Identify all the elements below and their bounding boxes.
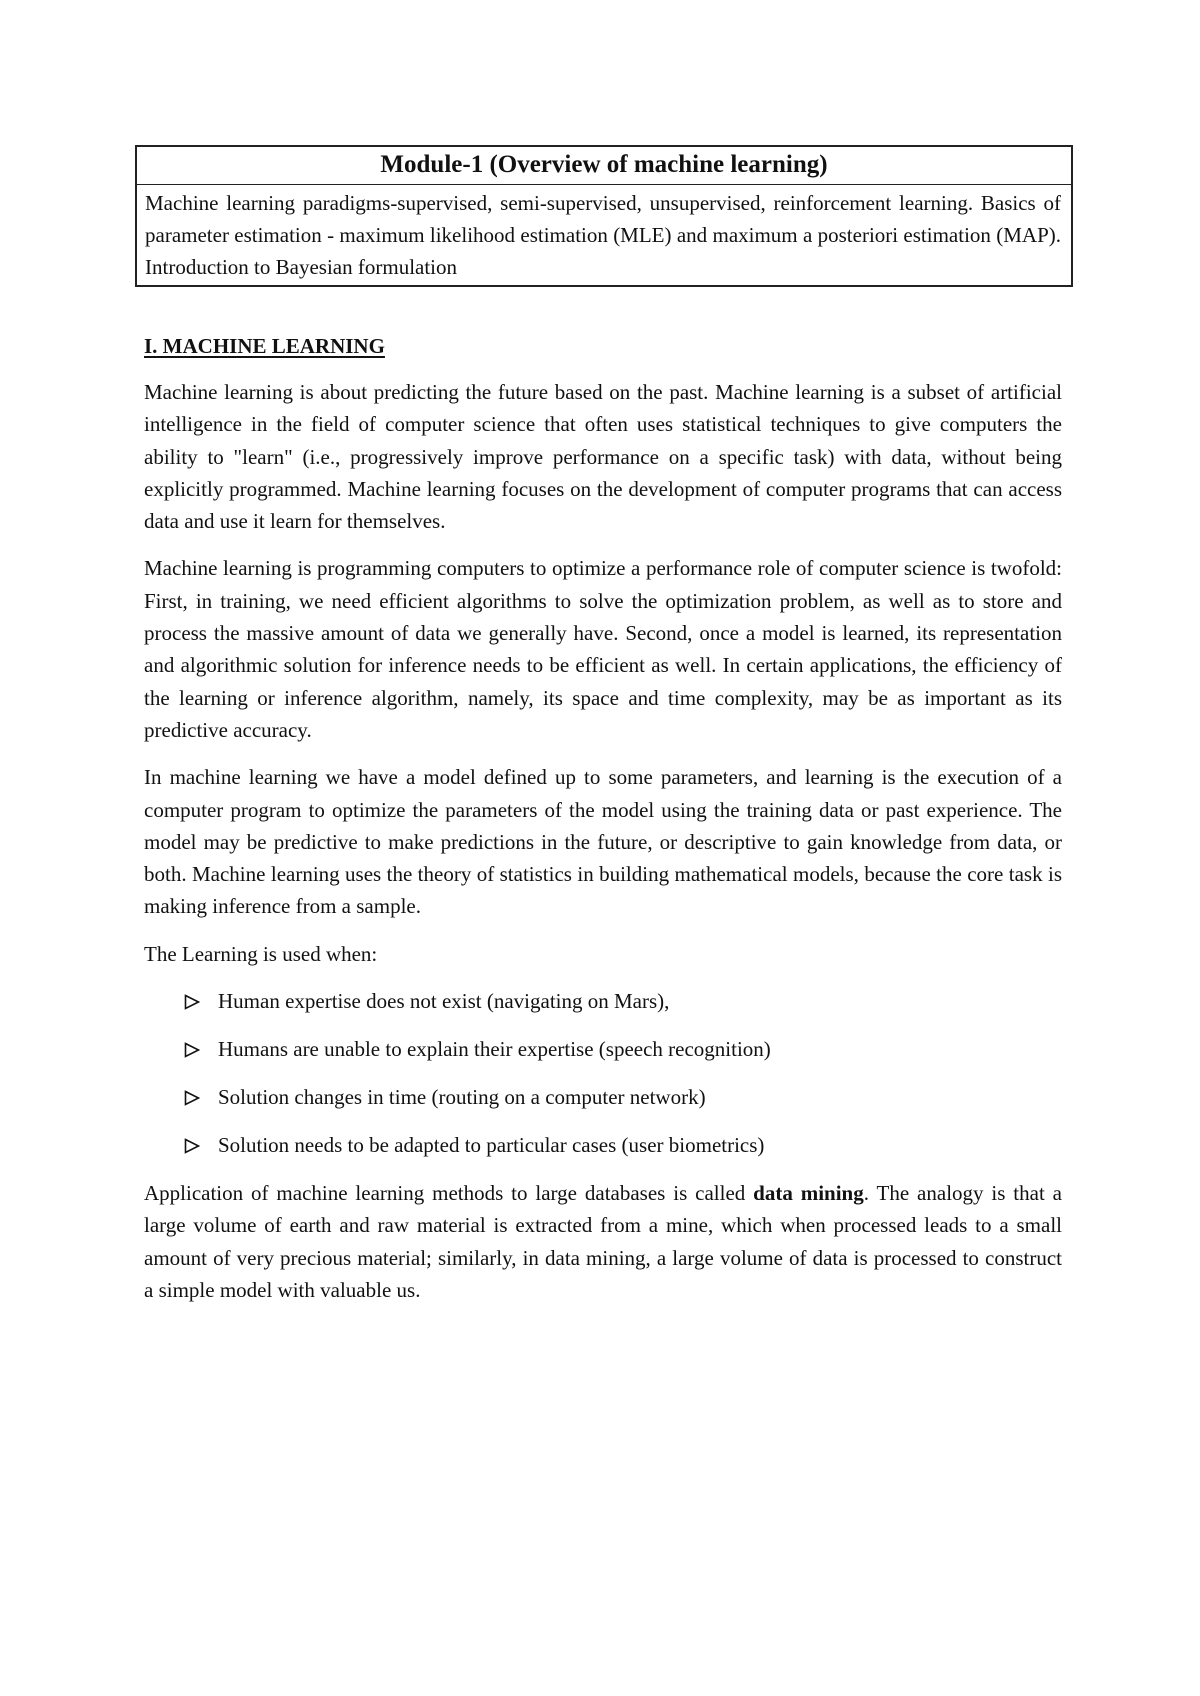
list-item [144, 1033, 1062, 1065]
list-item [144, 1081, 1062, 1113]
triangle-right-icon [184, 994, 200, 1010]
list-item-text: Human expertise does not exist (navigating on Mars), [218, 989, 670, 1014]
module-description: Machine learning paradigms-supervised, semi-supervised, unsupervised, reinforcement learning. Basics of parameter estimation - maximum likelihood estimation (MLE) and maximum a posteriori estimation (MAP). Introduction to Bayesian formulation [145, 191, 1061, 279]
triangle-right-icon [184, 1138, 200, 1154]
usage-list [144, 985, 1062, 1161]
section-heading: I. MACHINE LEARNING [144, 334, 385, 358]
list-item [144, 985, 1062, 1017]
paragraph-2: Machine learning is programming computers to optimize a performance role of computer science is twofold: First, in training, we need efficient algorithms to solve the optimization problem, as well as to store and process the massive amount of data we generally have. Second, once a model is learned, its representation and algorithmic solution for inference needs to be efficient as well. In certain applications, the efficiency of the learning or inference algorithm, namely, its space and time complexity, may be as important as its predictive accuracy. [144, 556, 1062, 742]
list-item-text: Humans are unable to explain their expertise (speech recognition) [218, 1037, 771, 1062]
list-intro: The Learning is used when: [144, 941, 378, 966]
module-title: Module-1 (Overview of machine learning) [137, 147, 1071, 185]
triangle-right-icon [184, 1090, 200, 1106]
paragraph-3: In machine learning we have a model defined up to some parameters, and learning is the execution of a computer program to optimize the parameters of the model using the training data or past experience. The model may be predictive to make predictions in the future, or descriptive to gain knowledge from data, or both. Machine learning uses the theory of statistics in building mathematical models, because the core task is making inference from a sample. [144, 765, 1062, 919]
paragraph-1: Machine learning is about predicting the future based on the past. Machine learning is a subset of artificial intelligence in the field of computer science that often uses statistical techniques to give computers the ability to "learn" (i.e., progressively improve performance on a specific task) with data, without being explicitly programmed. Machine learning focuses on the development of computer programs that can access data and use it learn for themselves. [144, 380, 1062, 534]
closing-text-end: . The analogy is that a large volume of earth and raw material is extracted from a mine, which when processed leads to a small amount of very precious material; similarly, in data mining, a large volume of data is processed to construct a simple model with valuable us. [144, 1181, 1063, 1302]
triangle-right-icon [184, 1042, 200, 1058]
data-mining-term: data mining [753, 1181, 864, 1206]
list-item-text: Solution changes in time (routing on a computer network) [218, 1085, 706, 1110]
closing-text-start: Application of machine learning methods to large databases is called [144, 1181, 754, 1206]
list-item [144, 1129, 1062, 1161]
module-summary-box [135, 145, 1073, 287]
closing-paragraph [144, 1177, 1062, 1306]
list-item-text: Solution needs to be adapted to particular cases (user biometrics) [218, 1133, 765, 1158]
section-content [144, 326, 1062, 1321]
